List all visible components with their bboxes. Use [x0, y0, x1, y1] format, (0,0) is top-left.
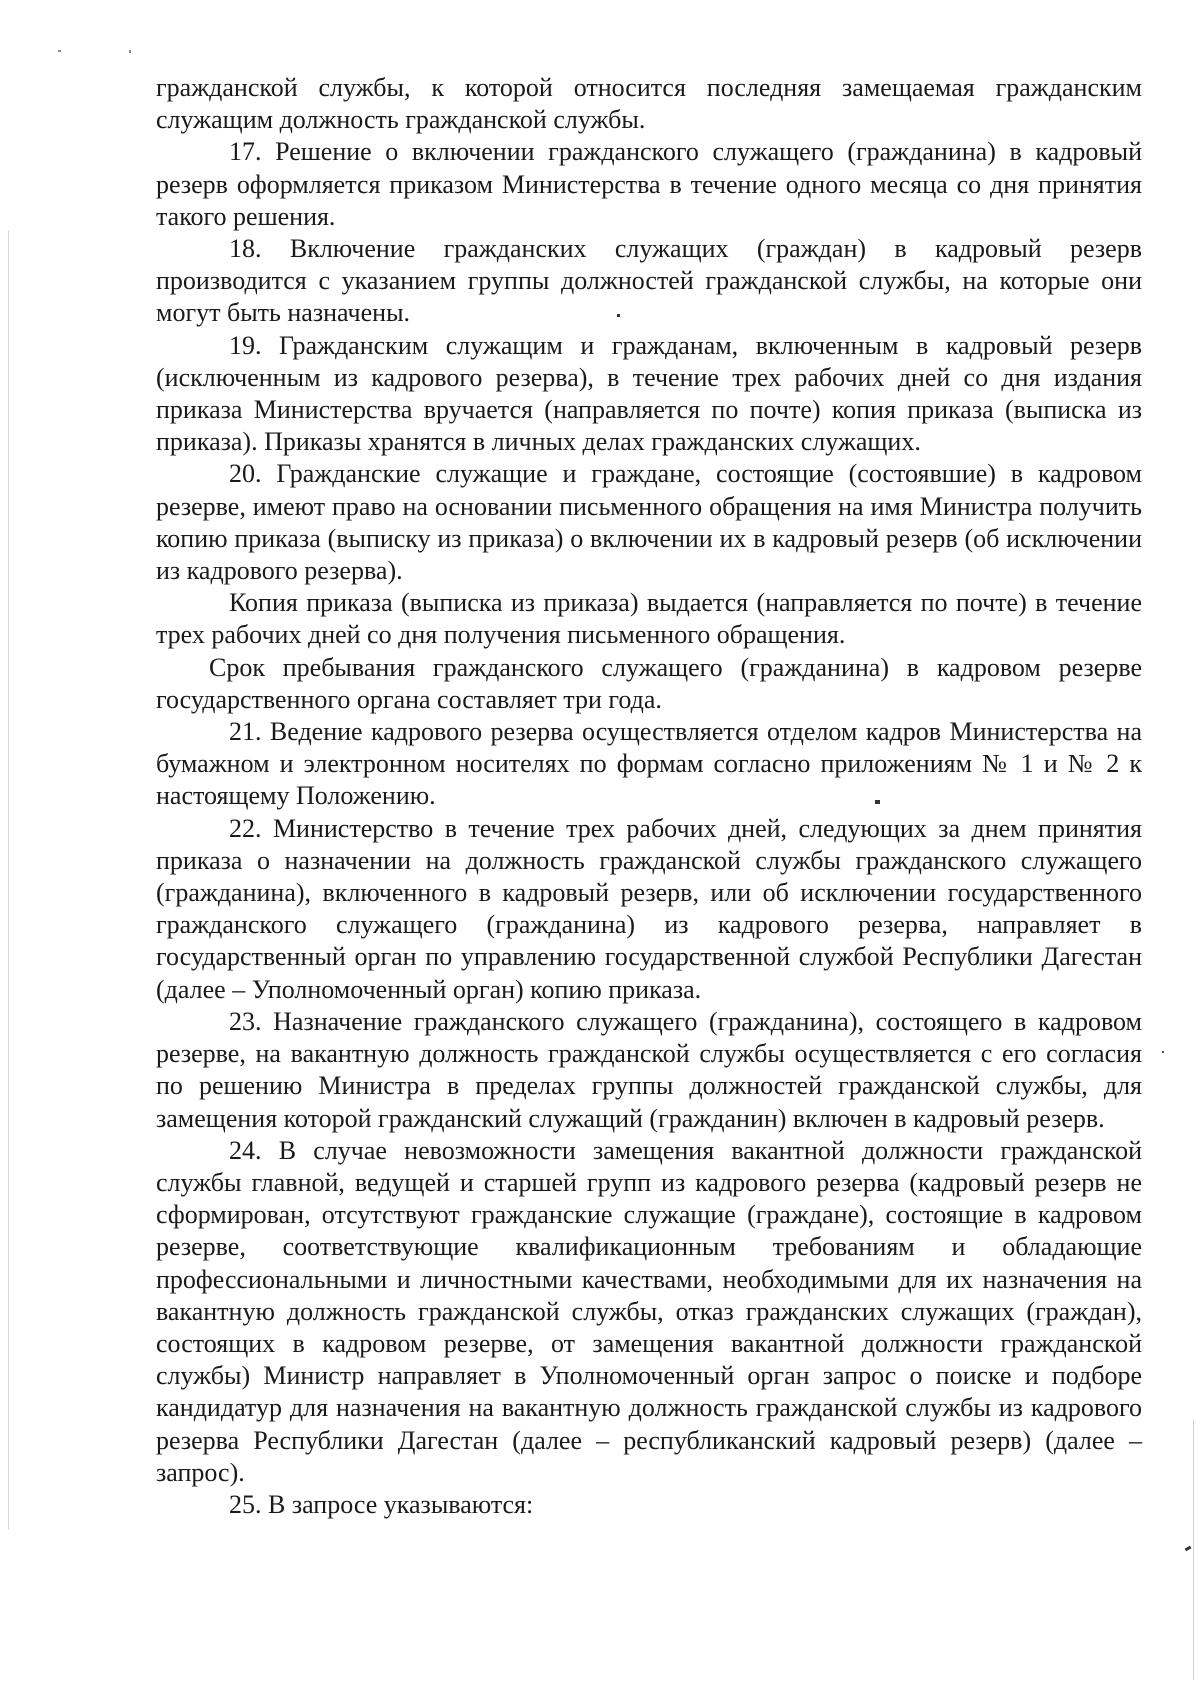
paragraph-18: 18. Включение гражданских служащих (граждан) в кадровый резерв производится с указанием группы должностей гражданской службы, на которые они могут быть назначены. [156, 234, 1142, 328]
paragraph-20-term: Срок пребывания гражданского служащего (гражданина) в кадровом резерве государственного органа составляет три года. [156, 652, 1142, 714]
scan-edge-left [8, 230, 9, 1530]
paragraph-17: 17. Решение о включении гражданского служащего (гражданина) в кадровый резерв оформляется приказом Министерства в течение одного месяца со дня принятия такого решения. [156, 137, 1142, 231]
scan-speck [1185, 1546, 1192, 1552]
paragraph-20-copy: Копия приказа (выписка из приказа) выдается (направляется по почте) в течение трех рабочих дней со дня получения письменного обращения. [156, 588, 1142, 650]
scan-speck [1162, 1051, 1164, 1053]
document-body [156, 72, 1142, 1521]
paragraph-20: 20. Гражданские служащие и граждане, состоящие (состоявшие) в кадровом резерве, имеют право на основании письменного обращения на имя Министра получить копию приказа (выписку из приказа) о включении их в кадровый резерв (об исключении из кадрового резерва). [156, 459, 1142, 586]
paragraph-24: 24. В случае невозможности замещения вакантной должности гражданской службы главной, ведущей и старшей групп из кадрового резерва (кадровый резерв не сформирован, отсутствуют гражданские служащие (граждане), состоящие в кадровом резерве, соответствующие квалификационным требованиям и обладающие профессиональными и личностными качествами, необходимыми для их назначения на вакантную должность гражданской службы, отказ гражданских служащих (граждан), состоящих в кадровом резерве, от замещения вакантной должности гражданской службы) Министр направляет в Уполномоченный орган запрос о поиске и подборе кандидатур для назначения на вакантную должность гражданской службы из кадрового резерва Республики Дагестан (далее – республиканский кадровый резерв) (далее – запрос). [156, 1135, 1142, 1487]
paragraph-21: 21. Ведение кадрового резерва осуществляется отделом кадров Министерства на бумажном и электронном носителях по формам согласно приложениям № 1 и № 2 к настоящему Положению. [156, 717, 1142, 811]
paragraph-22: 22. Министерство в течение трех рабочих дней, следующих за днем принятия приказа о назначении на должность гражданской службы гражданского служащего (гражданина), включенного в кадровый резерв, или об исключении государственного гражданского служащего (гражданина) из кадрового резерва, направляет в государственный орган по управлению государственной службой Республики Дагестан (далее – Уполномоченный орган) копию приказа. [156, 813, 1142, 1004]
scan-edge-right [1193, 1420, 1194, 1680]
scan-speck [58, 50, 61, 52]
paragraph-19: 19. Гражданским служащим и гражданам, включенным в кадровый резерв (исключенным из кадрового резерва), в течение трех рабочих дней со дня издания приказа Министерства вручается (направляется по почте) копия приказа (выписка из приказа). Приказы хранятся в личных делах гражданских служащих. [156, 330, 1142, 457]
paragraph-23: 23. Назначение гражданского служащего (гражданина), состоящего в кадровом резерве, на вакантную должность гражданской службы осуществляется с его согласия по решению Министра в пределах группы должностей гражданской службы, для замещения которой гражданский служащий (гражданин) включен в кадровый резерв. [156, 1006, 1142, 1133]
paragraph-continuation: гражданской службы, к которой относится последняя замещаемая гражданским служащим должность гражданской службы. [156, 73, 1142, 135]
scan-speck [129, 50, 131, 53]
paragraph-25: 25. В запросе указываются: [229, 1489, 534, 1519]
